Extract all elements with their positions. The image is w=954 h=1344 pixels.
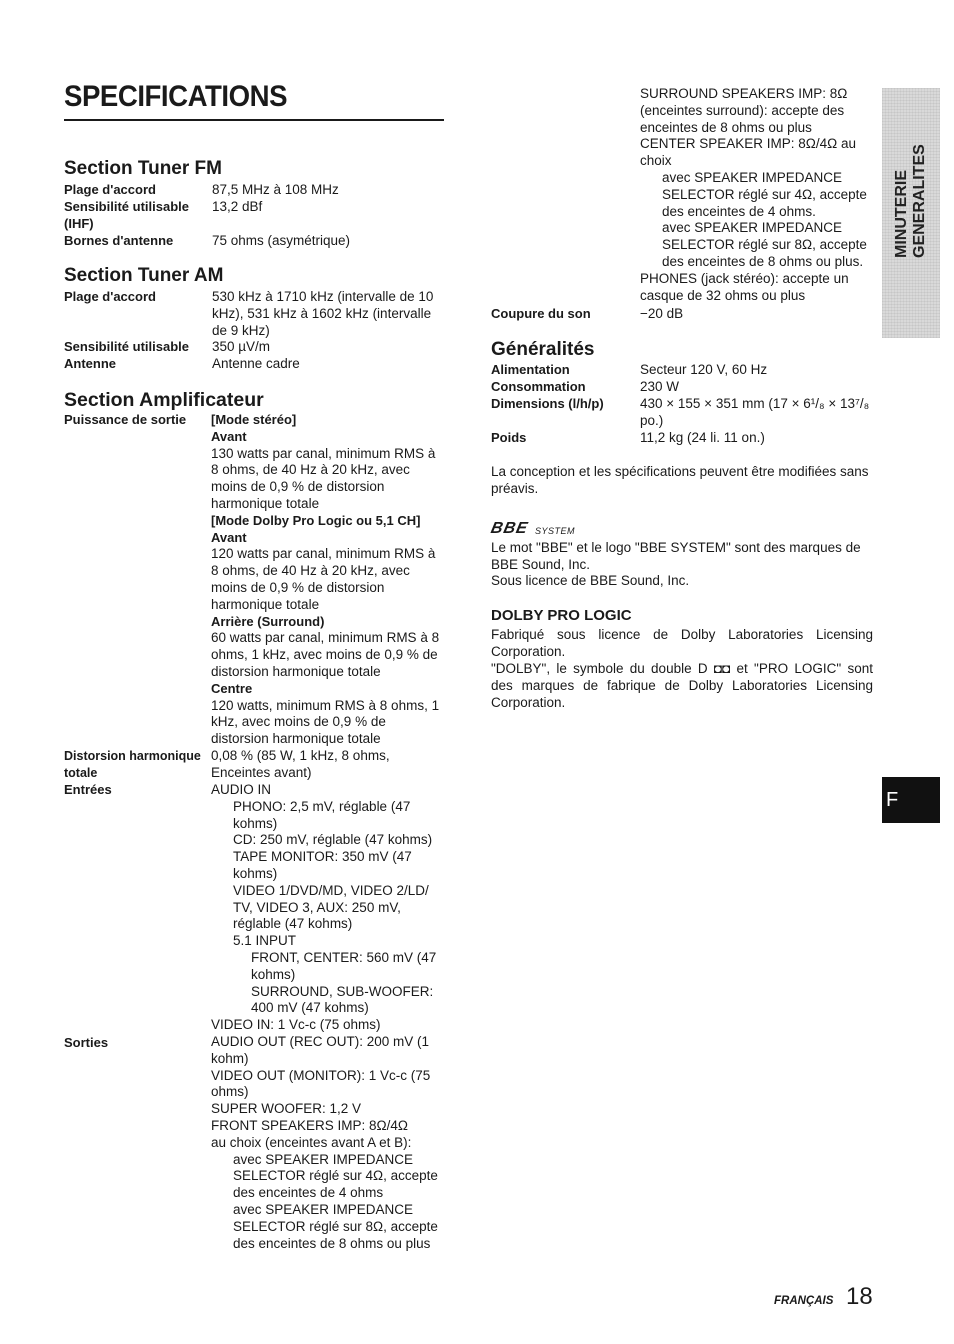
side-tab-line: MINUTERIE (893, 170, 910, 258)
tuner-am-heading: Section Tuner AM (64, 265, 224, 286)
spec-value: PHONES (jack stéréo): accepte un casque de 32 ohms ou plus (640, 270, 849, 303)
page-title: SPECIFICATIONS (64, 80, 288, 113)
spec-value: 87,5 MHz à 108 MHz (212, 182, 339, 197)
spec-label: Coupure du son (491, 306, 591, 321)
spec-label: Distorsion harmonique totale (64, 749, 201, 780)
spec-label: Puissance de sortie (64, 412, 187, 427)
spec-label: Alimentation (491, 362, 570, 377)
spec-label: Plage d'accord (64, 182, 156, 197)
spec-value: 11,2 kg (24 li. 11 on.) (640, 430, 765, 445)
mode-dolby-label: [Mode Dolby Pro Logic ou 5,1 CH] (211, 512, 421, 528)
spec-value: 120 watts par canal, minimum RMS à 8 ohms, de 40 Hz à 20 kHz, avec moins de 0,9 % de distorsion harmonique totale (211, 546, 436, 612)
spec-value: 430 × 155 × 351 mm (17 × 6¹/₈ × 13⁷/₈ po.) (640, 396, 870, 428)
spec-value: 530 kHz à 1710 kHz (intervalle de 10 kHz), 531 kHz à 1602 kHz (intervalle de 9 kHz) (212, 289, 434, 338)
language-tab (882, 777, 940, 823)
spec-row (64, 199, 454, 235)
side-tab-line: GENERALITES (911, 144, 928, 258)
spec-row (64, 233, 454, 253)
spec-row (64, 289, 454, 341)
title-underline (64, 119, 444, 121)
spec-value: AUDIO IN (211, 782, 272, 797)
avant-label: Avant (211, 428, 247, 444)
amplifier-heading: Section Amplificateur (64, 389, 264, 411)
spec-value: SUPER WOOFER: 1,2 V (211, 1101, 362, 1117)
spec-value: avec SPEAKER IMPEDANCE SELECTOR réglé sur 8Ω, accepte des enceintes de 8 ohms ou plus (233, 1201, 438, 1251)
bbe-system-label: SYSTEM (535, 526, 576, 536)
spec-value: avec SPEAKER IMPEDANCE SELECTOR réglé sur 8Ω, accepte des enceintes de 8 ohms ou plus. (662, 220, 867, 269)
spec-notice: La conception et les spécifications peuvent être modifiées sans préavis. (491, 464, 869, 496)
spec-value: 130 watts par canal, minimum RMS à 8 ohms, de 40 Hz à 20 kHz, avec moins de 0,9 % de distorsion harmonique totale (211, 445, 436, 511)
spec-value: avec SPEAKER IMPEDANCE SELECTOR réglé sur 4Ω, accepte des enceintes de 4 ohms (233, 1151, 438, 1201)
spec-value: 60 watts par canal, minimum RMS à 8 ohms, 1 kHz, avec moins de 0,9 % de distorsion harmonique totale (211, 630, 440, 679)
spec-value: −20 dB (640, 306, 684, 321)
spec-value: VIDEO IN: 1 Vc-c (75 ohms) (211, 1017, 381, 1033)
spec-label: Sensibilité utilisable (64, 339, 189, 354)
spec-label: Sensibilité utilisable (IHF) (64, 199, 189, 231)
spec-label: Sorties (64, 1035, 109, 1050)
footer-language: FRANÇAIS (774, 1295, 834, 1307)
spec-value: 120 watts, minimum RMS à 8 ohms, 1 kHz, avec moins de 0,9 % de distorsion harmonique totale (211, 697, 440, 747)
spec-value: 13,2 dBf (212, 199, 263, 214)
spec-value: 350 µV/m (212, 339, 271, 354)
rear-label: Arrière (Surround) (211, 613, 325, 629)
tuner-fm-heading: Section Tuner FM (64, 158, 222, 179)
spec-label: Antenne (64, 356, 116, 371)
spec-value: SURROUND, SUB-WOOFER: 400 mV (47 kohms) (251, 983, 434, 1016)
right-spec-block (640, 86, 876, 304)
spec-value: avec SPEAKER IMPEDANCE SELECTOR réglé sur 4Ω, accepte des enceintes de 4 ohms. (662, 169, 867, 219)
spec-label: Entrées (64, 782, 112, 797)
bbe-logo: BBE (489, 520, 530, 537)
spec-value: 230 W (640, 379, 680, 394)
spec-label: Poids (491, 430, 527, 445)
spec-value: Antenne cadre (212, 356, 300, 371)
spec-value: FRONT, CENTER: 560 mV (47 kohms) (251, 949, 437, 982)
bbe-trademark-text: Le mot "BBE" et le logo "BBE SYSTEM" sont des marques de BBE Sound, Inc. (491, 540, 861, 572)
outputs-block (211, 1034, 451, 1252)
side-tab-label (882, 88, 940, 338)
language-tab-letter: F (886, 789, 899, 811)
spec-label: Dimensions (l/h/p) (491, 396, 604, 411)
inputs-block (211, 782, 451, 1034)
avant-label: Avant (211, 529, 247, 545)
bbe-license-text: Sous licence de BBE Sound, Inc. (491, 573, 690, 588)
general-heading: Généralités (491, 339, 595, 360)
spec-value: VIDEO OUT (MONITOR): 1 Vc-c (75 ohms) (211, 1067, 431, 1100)
spec-value: TAPE MONITOR: 350 mV (47 kohms) (233, 849, 412, 881)
spec-value: FRONT SPEAKERS IMP: 8Ω/4Ω au choix (enceintes avant A et B): (211, 1117, 412, 1150)
dolby-trademark-text: "DOLBY", le symbole du double D ◘◘ et "PRO LOGIC" sont des marques de fabrique de Dolby Laboratories Licensing Corporation. (491, 661, 873, 710)
spec-value: CD: 250 mV, réglable (47 kohms) (233, 832, 433, 848)
dolby-heading: DOLBY PRO LOGIC (491, 607, 632, 624)
mode-stereo-label: [Mode stéréo] (211, 412, 297, 427)
spec-label: Bornes d'antenne (64, 233, 174, 248)
spec-row (64, 356, 454, 376)
spec-value: 75 ohms (asymétrique) (212, 233, 351, 248)
center-label: Centre (211, 680, 253, 696)
spec-value: SURROUND SPEAKERS IMP: 8Ω (enceintes surround): accepte des enceintes de 8 ohms ou plus (640, 86, 848, 135)
spec-label: Consommation (491, 379, 586, 394)
spec-value: CENTER SPEAKER IMP: 8Ω/4Ω au choix (640, 136, 856, 169)
section-side-tab (882, 88, 940, 338)
spec-label: Plage d'accord (64, 289, 156, 304)
amplifier-output-block (211, 412, 451, 748)
spec-value: 0,08 % (85 W, 1 kHz, 8 ohms, Enceintes avant) (211, 748, 390, 780)
dolby-license-text: Fabriqué sous licence de Dolby Laboratories Licensing Corporation. (491, 627, 873, 659)
spec-value: 5.1 INPUT (233, 933, 297, 949)
page-number: 18 (846, 1283, 873, 1310)
spec-value: Secteur 120 V, 60 Hz (640, 362, 768, 377)
spec-value: PHONO: 2,5 mV, réglable (47 kohms) (233, 798, 411, 831)
spec-value: AUDIO OUT (REC OUT): 200 mV (1 kohm) (211, 1034, 430, 1066)
spec-value: VIDEO 1/DVD/MD, VIDEO 2/LD/ TV, VIDEO 3, AUX: 250 mV, réglable (47 kohms) (233, 882, 429, 932)
